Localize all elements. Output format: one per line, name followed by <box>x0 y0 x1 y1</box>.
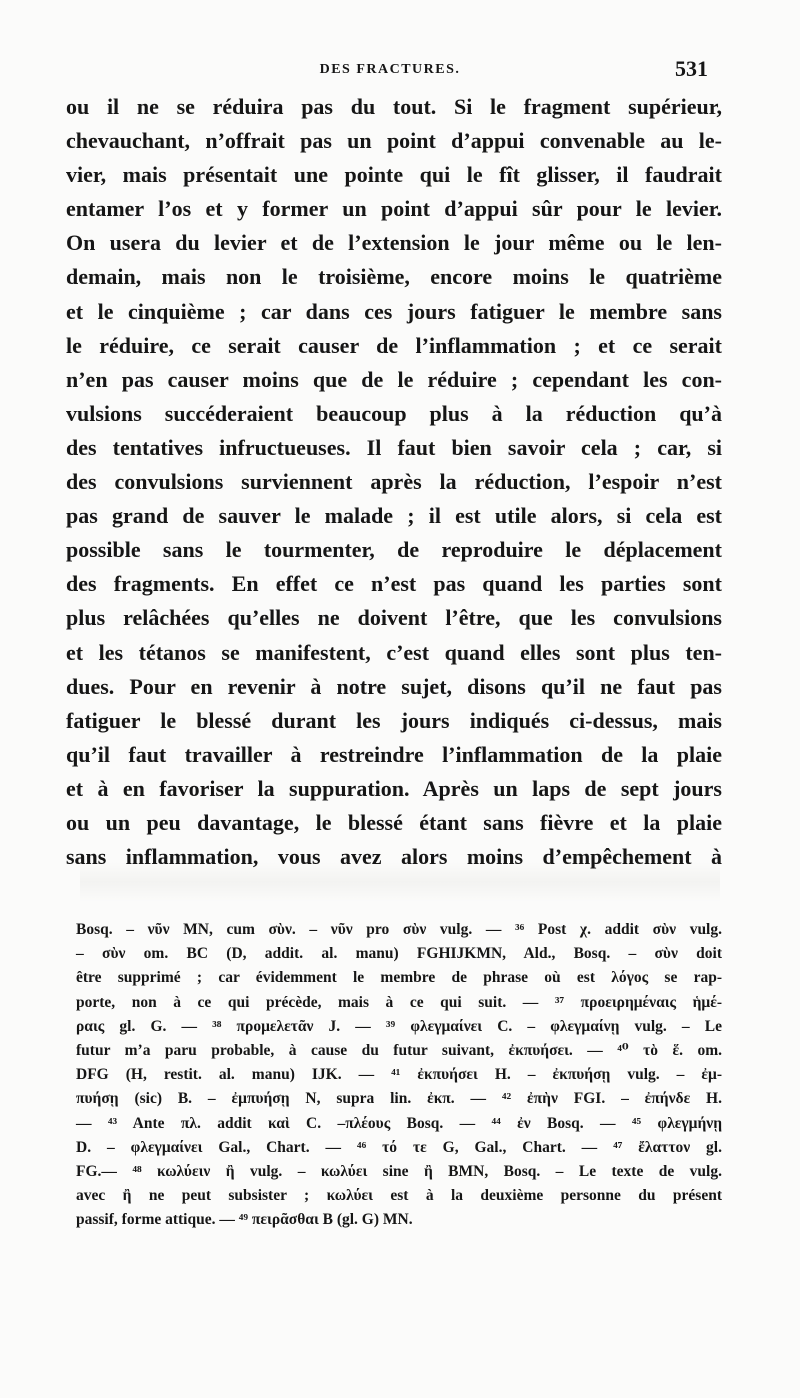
footnote-line: porte, non à ce qui précède, mais à ce qui suit. — ³⁷ προειρημέναις ἡμέ- <box>76 993 722 1011</box>
text-line: vulsions succéderaient beaucoup plus à la réduction qu’à <box>66 400 722 426</box>
text-line: ou il ne se réduira pas du tout. Si le fragment supérieur, <box>66 94 722 119</box>
page-number: 531 <box>675 56 708 81</box>
running-title: DES FRACTURES. <box>319 62 461 77</box>
footnote-line: ραις gl. G. — ³⁸ προμελετᾶν J. — ³⁹ φλεγμαίνει C. – φλεγμαίνῃ vulg. – Le <box>76 1017 722 1035</box>
text-line: entamer l’os et y former un point d’appui sûr pour le levier. <box>66 196 722 222</box>
footnote-line: avec ἢ ne peut subsister ; κωλύει est à la deuxième personne du présent <box>76 1187 722 1205</box>
text-line: pas grand de sauver le malade ; il est utile alors, si cela est <box>66 503 722 529</box>
text-line: n’en pas causer moins que de le réduire ; cependant les con- <box>66 366 722 392</box>
text-line: des tentatives infructueuses. Il faut bien savoir cela ; car, si <box>66 434 722 460</box>
text-line: chevauchant, n’offrait pas un point d’appui convenable au le- <box>66 128 722 154</box>
footnote-line: DFG (H, restit. al. manu) IJK. — ⁴¹ ἐκπυήσει H. – ἐκπυήσῃ vulg. – ἐμ- <box>76 1066 722 1084</box>
text-line: fatiguer le blessé durant les jours indiqués ci-dessus, mais <box>66 707 722 733</box>
text-line: demain, mais non le troisième, encore moins le quatrième <box>66 264 722 290</box>
text-line: possible sans le tourmenter, de reproduire le déplacement <box>66 537 722 563</box>
footnotes-block <box>76 918 722 1232</box>
text-line: le réduire, ce serait causer de l’inflammation ; et ce serait <box>66 332 722 358</box>
text-line: dues. Pour en revenir à notre sujet, disons qu’il ne faut pas <box>66 673 722 699</box>
footnote-line: futur m’a paru probable, à cause du futur suivant, ἐκπυήσει. — ⁴⁰ τὸ ἕ. om. <box>76 1041 722 1059</box>
text-line: On usera du levier et de l’extension le jour même ou le len- <box>66 230 722 256</box>
footnote-line: πυήσῃ (sic) B. – ἐμπυήσῃ N, supra lin. ἐκπ. — ⁴² ἐπὴν FGI. – ἐπήνδε H. <box>76 1090 722 1108</box>
footnote-line: D. – φλεγμαίνει Gal., Chart. — ⁴⁶ τό τε G, Gal., Chart. — ⁴⁷ ἔλαττον gl. <box>76 1138 722 1156</box>
main-text-block <box>66 90 722 874</box>
footnote-line: FG.— ⁴⁸ κωλύειν ἢ vulg. – κωλύει sine ἢ BMN, Bosq. – Le texte de vulg. <box>76 1162 722 1180</box>
running-head <box>0 56 800 86</box>
footnote-line: Bosq. – νῦν MN, cum σὺν. – νῦν pro σὺν vulg. — ³⁶ Post χ. addit σὺν vulg. <box>76 921 722 938</box>
text-line: et le cinquième ; car dans ces jours fatiguer le membre sans <box>66 298 722 324</box>
text-line: des fragments. En effet ce n’est pas quand les parties sont <box>66 571 722 597</box>
text-line: des convulsions surviennent après la réduction, l’espoir n’est <box>66 469 722 495</box>
text-line: vier, mais présentait une pointe qui le fît glisser, il faudrait <box>66 162 722 188</box>
footnote-line: être supprimé ; car évidemment le membre de phrase où est λόγος se rap- <box>76 969 722 987</box>
text-line: qu’il faut travailler à restreindre l’inflammation de la plaie <box>66 741 722 767</box>
text-line: plus relâchées qu’elles ne doivent l’être, que les convulsions <box>66 605 722 631</box>
footnote-line: passif, forme attique. — ⁴⁹ πειρᾶσθαι B (gl. G) MN. <box>76 1211 413 1229</box>
text-line: ou un peu davantage, le blessé étant sans fièvre et la plaie <box>66 809 722 835</box>
text-line: et les tétanos se manifestent, c’est quand elles sont plus ten- <box>66 639 722 665</box>
footnote-line: — ⁴³ Ante πλ. addit καὶ C. –πλέους Bosq. — ⁴⁴ ἐν Bosq. — ⁴⁵ φλεγμήνῃ <box>76 1114 722 1132</box>
text-line: sans inflammation, vous avez alors moins d’empêchement à <box>66 844 722 870</box>
footnote-line: – σὺν om. BC (D, addit. al. manu) FGHIJKMN, Ald., Bosq. – σὺν doit <box>76 945 722 963</box>
text-line: et à en favoriser la suppuration. Après un laps de sept jours <box>66 775 722 801</box>
